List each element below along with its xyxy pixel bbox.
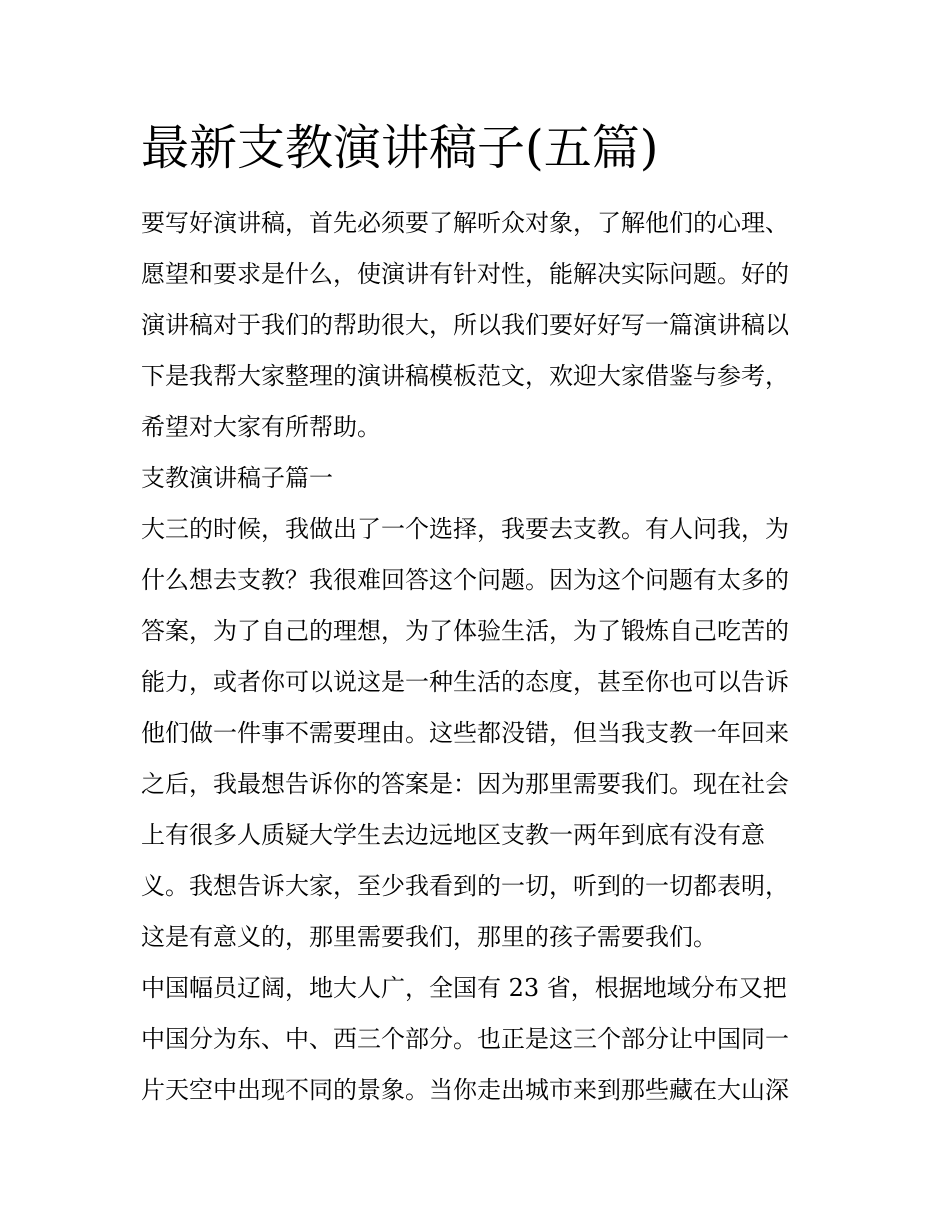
paragraph-line: 他们做一件事不需要理由。这些都没错，但当我支教一年回来 bbox=[141, 719, 789, 747]
intro-line: 希望对大家有所帮助。 bbox=[141, 413, 381, 441]
paragraph-2 bbox=[141, 963, 813, 1116]
paragraph-line: 大三的时候，我做出了一个选择，我要去支教。有人问我，为 bbox=[141, 515, 789, 543]
intro-line: 下是我帮大家整理的演讲稿模板范文，欢迎大家借鉴与参考， bbox=[141, 362, 789, 390]
intro-paragraph bbox=[141, 198, 813, 453]
intro-line: 要写好演讲稿，首先必须要了解听众对象，了解他们的心理、 bbox=[141, 209, 789, 237]
intro-line: 愿望和要求是什么，使演讲有针对性，能解决实际问题。好的 bbox=[141, 260, 789, 288]
paragraph-1 bbox=[141, 504, 813, 963]
paragraph-line: 中国幅员辽阔，地大人广，全国有 23 省，根据地域分布又把 bbox=[141, 974, 787, 1002]
document-title: 最新支教演讲稿子(五篇) bbox=[141, 120, 659, 176]
section-heading: 支教演讲稿子篇一 bbox=[141, 464, 333, 492]
paragraph-line: 答案，为了自己的理想，为了体验生活，为了锻炼自己吃苦的 bbox=[141, 617, 789, 645]
paragraph-line: 这是有意义的，那里需要我们，那里的孩子需要我们。 bbox=[141, 923, 717, 951]
paragraph-line: 能力，或者你可以说这是一种生活的态度，甚至你也可以告诉 bbox=[141, 668, 789, 696]
paragraph-line: 片天空中出现不同的景象。当你走出城市来到那些藏在大山深 bbox=[141, 1076, 789, 1104]
paragraph-line: 之后，我最想告诉你的答案是：因为那里需要我们。现在社会 bbox=[141, 770, 789, 798]
document-body bbox=[141, 112, 813, 1116]
paragraph-line: 义。我想告诉大家，至少我看到的一切，听到的一切都表明， bbox=[141, 872, 789, 900]
paragraph-line: 中国分为东、中、西三个部分。也正是这三个部分让中国同一 bbox=[141, 1025, 789, 1053]
paragraph-line: 上有很多人质疑大学生去边远地区支教一两年到底有没有意 bbox=[141, 821, 765, 849]
paragraph-line: 什么想去支教？我很难回答这个问题。因为这个问题有太多的 bbox=[141, 566, 789, 594]
intro-line: 演讲稿对于我们的帮助很大，所以我们要好好写一篇演讲稿以 bbox=[141, 311, 789, 339]
